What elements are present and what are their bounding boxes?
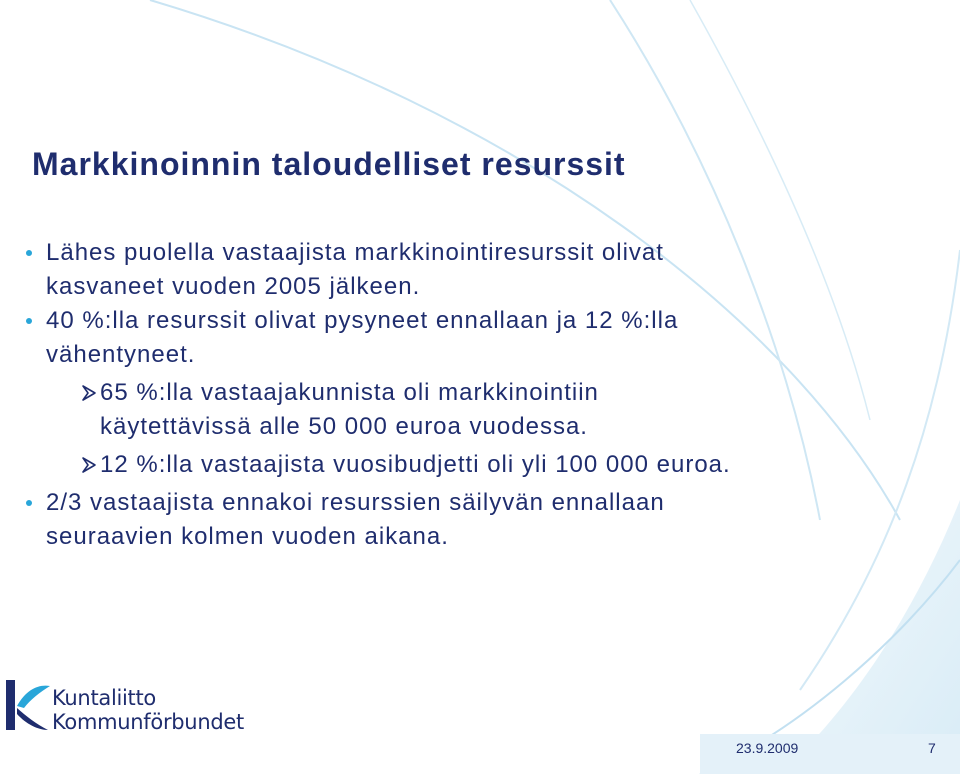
- sub-bullet-text: 12 %:lla vastaajista vuosibudjetti oli yli 100 000 euroa.: [100, 451, 731, 478]
- bullet-dot-icon: [26, 500, 32, 506]
- arrow-bullet-icon: [80, 456, 98, 474]
- bullet-item: [26, 486, 746, 554]
- sub-bullet-text: 65 %:lla vastaajakunnista oli markkinointiin käytettävissä alle 50 000 euroa vuodessa.: [100, 379, 599, 440]
- bullet-text: 40 %:lla resurssit olivat pysyneet ennallaan ja 12 %:lla vähentyneet.: [46, 307, 679, 368]
- kuntaliitto-logo-mark-icon: [4, 676, 52, 734]
- bullet-item: [26, 236, 746, 304]
- bullet-item: [26, 304, 746, 372]
- bullet-dot-icon: [26, 250, 32, 256]
- bullet-text: Lähes puolella vastaajista markkinointiresurssit olivat kasvaneet vuoden 2005 jälkeen.: [46, 239, 664, 300]
- kuntaliitto-logo: [4, 676, 254, 738]
- sub-bullet-item: [26, 376, 746, 444]
- bullet-dot-icon: [26, 318, 32, 324]
- logo-text-swedish: Kommunförbundet: [52, 710, 244, 734]
- page-number: 7: [928, 740, 936, 756]
- logo-text-finnish: Kuntaliitto: [52, 686, 156, 710]
- bullet-list: [26, 236, 746, 554]
- sub-bullet-item: [26, 448, 746, 482]
- slide-title: Markkinoinnin taloudelliset resurssit: [32, 146, 626, 182]
- footer-date: 23.9.2009: [736, 740, 799, 756]
- bullet-text: 2/3 vastaajista ennakoi resurssien säilyvän ennallaan seuraavien kolmen vuoden aikana.: [46, 489, 665, 550]
- arrow-bullet-icon: [80, 384, 98, 402]
